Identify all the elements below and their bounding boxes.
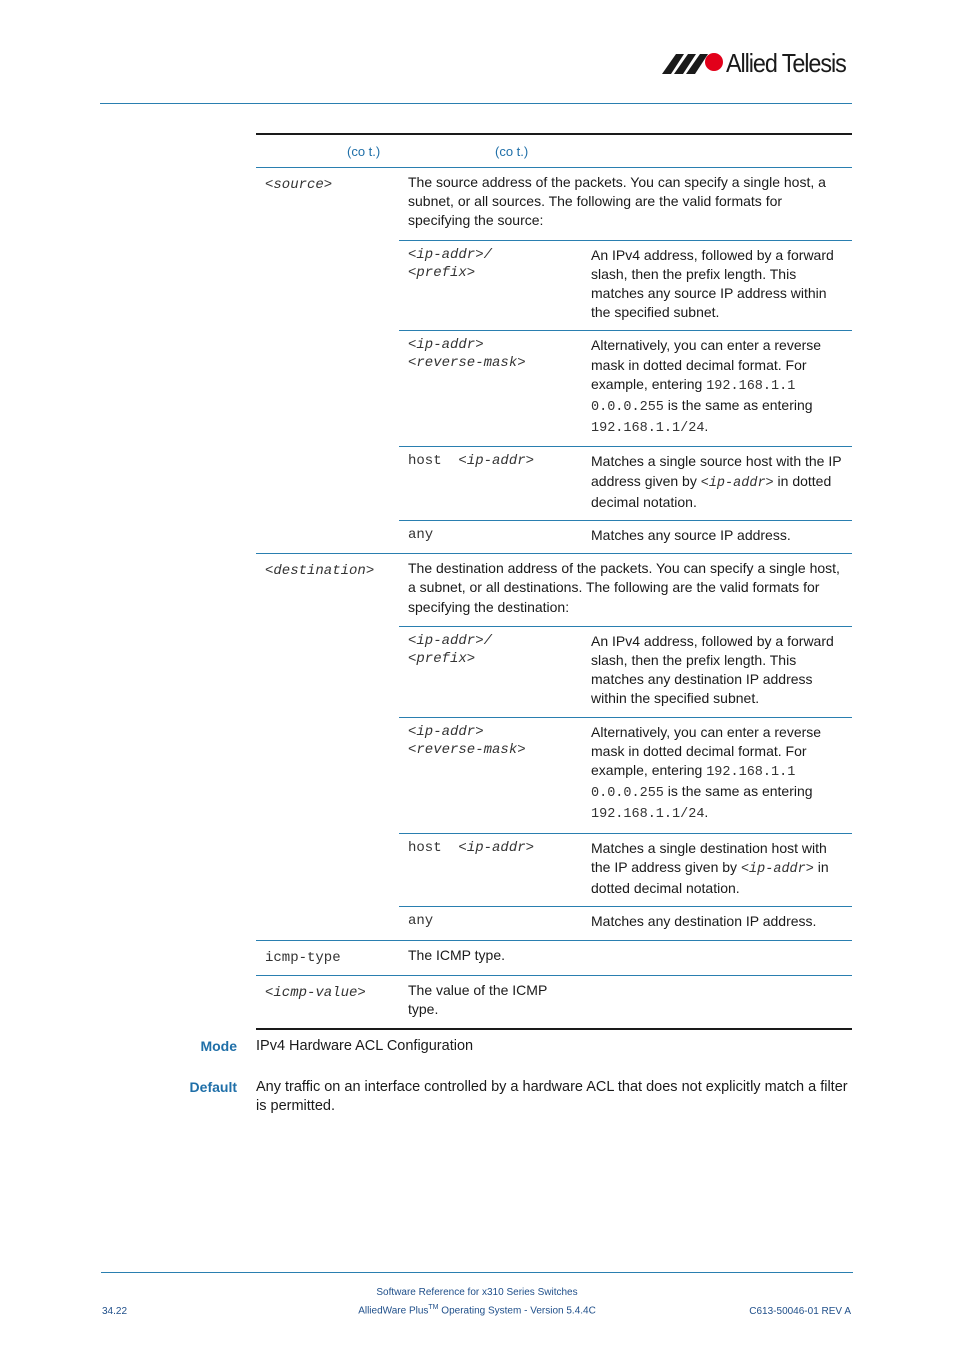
table-header — [256, 135, 852, 168]
source-mask-desc: Alternatively, you can enter a reverse mask in dotted decimal format. For example, entering 192.168.1.1 0.0.0.255 is the same as entering 192.168.1.1/24. — [591, 337, 822, 437]
footer-page-number: 34.22 — [102, 1306, 128, 1317]
source-prefix-desc: An IPv4 address, followed by a forward slash, then the prefix length. This matches any source IP address within the specified subnet. — [591, 246, 834, 321]
destination-prefix-param-2: <prefix> — [408, 650, 476, 667]
allied-telesis-logo — [662, 50, 854, 80]
destination-host-arg: <ip-addr> — [458, 839, 535, 856]
source-any-row — [399, 520, 852, 553]
footer-rule — [101, 1272, 853, 1273]
table-row-icmp-value — [256, 976, 852, 1028]
footer-product: AlliedWare Plus™ Operating System - Version 5.4.4C — [358, 1304, 596, 1317]
source-any-desc: Matches any source IP address. — [591, 527, 791, 544]
source-host-kw: host — [408, 453, 442, 470]
icmp-type-desc: The ICMP type. — [408, 946, 506, 963]
destination-any-row — [399, 906, 852, 939]
destination-any-desc: Matches any destination IP address. — [591, 913, 817, 930]
source-any-kw: any — [408, 527, 434, 544]
destination-prefix-param-1: <ip-addr>/ — [408, 632, 493, 649]
source-prefix-param-2: <prefix> — [408, 264, 476, 281]
source-host-row — [399, 446, 852, 520]
table-row-destination — [256, 554, 852, 940]
destination-host-desc: Matches a single destination host with the IP address given by <ip-addr> in dotted decimal notation. — [591, 839, 829, 897]
param-destination: <destination> — [265, 563, 375, 580]
table-row-icmp-type — [256, 941, 852, 976]
header-right: (co t.) — [495, 144, 529, 159]
table-bottom-rule — [256, 1028, 852, 1030]
destination-mask-desc: Alternatively, you can enter a reverse mask in dotted decimal format. For example, entering 192.168.1.1 0.0.0.255 is the same as entering 192.168.1.1/24. — [591, 723, 822, 823]
footer-doc-id: C613-50046-01 REV A — [749, 1306, 851, 1317]
param-source: <source> — [265, 177, 333, 193]
source-prefix-row — [399, 240, 852, 331]
header-left: (co t.) — [347, 144, 381, 159]
source-mask-param-1: <ip-addr> — [408, 337, 484, 354]
table-row-source — [256, 168, 852, 554]
destination-host-kw: host — [408, 839, 442, 856]
icmp-value-desc: The value of the ICMP type. — [408, 981, 548, 1017]
destination-mask-row — [399, 717, 852, 833]
logo-mark-icon — [662, 50, 726, 76]
mode-text: IPv4 Hardware ACL Configuration — [256, 1038, 474, 1054]
destination-mask-param-1: <ip-addr> — [408, 723, 484, 740]
source-prefix-param-1: <ip-addr>/ — [408, 246, 493, 263]
param-icmp-value: <icmp-value> — [265, 984, 366, 1001]
source-description: The source address of the packets. You can specify a single host, a subnet, or all sources. The following are the valid formats for specifying the source: — [408, 174, 826, 229]
default-section — [100, 1078, 852, 1116]
destination-host-row — [399, 833, 852, 907]
destination-prefix-row — [399, 626, 852, 717]
source-host-arg: <ip-addr> — [458, 453, 535, 470]
destination-prefix-desc: An IPv4 address, followed by a forward slash, then the prefix length. This matches any destination IP address within the specified subnet. — [591, 632, 834, 707]
source-mask-param-2: <reverse-mask> — [408, 355, 526, 372]
default-text: Any traffic on an interface controlled by a hardware ACL that does not explicitly match a filter is permitted. — [256, 1079, 848, 1115]
destination-any-kw: any — [408, 913, 434, 930]
destination-description: The destination address of the packets. You can specify a single host, a subnet, or all destinations. The following are the valid formats for specifying the destination: — [408, 560, 840, 615]
source-host-desc: Matches a single source host with the IP address given by <ip-addr> in dotted decimal notation. — [591, 453, 842, 510]
param-icmp-type: icmp-type — [265, 949, 341, 966]
footer-title: Software Reference for x310 Series Switches — [376, 1287, 578, 1298]
default-label: Default — [189, 1079, 237, 1095]
destination-mask-param-2: <reverse-mask> — [408, 741, 526, 758]
mode-label: Mode — [200, 1038, 237, 1054]
logo-wordmark: Allied Telesis — [726, 48, 846, 78]
header-rule — [100, 103, 852, 104]
source-mask-row — [399, 330, 852, 446]
mode-section — [100, 1037, 852, 1056]
parameter-table — [256, 133, 852, 1030]
